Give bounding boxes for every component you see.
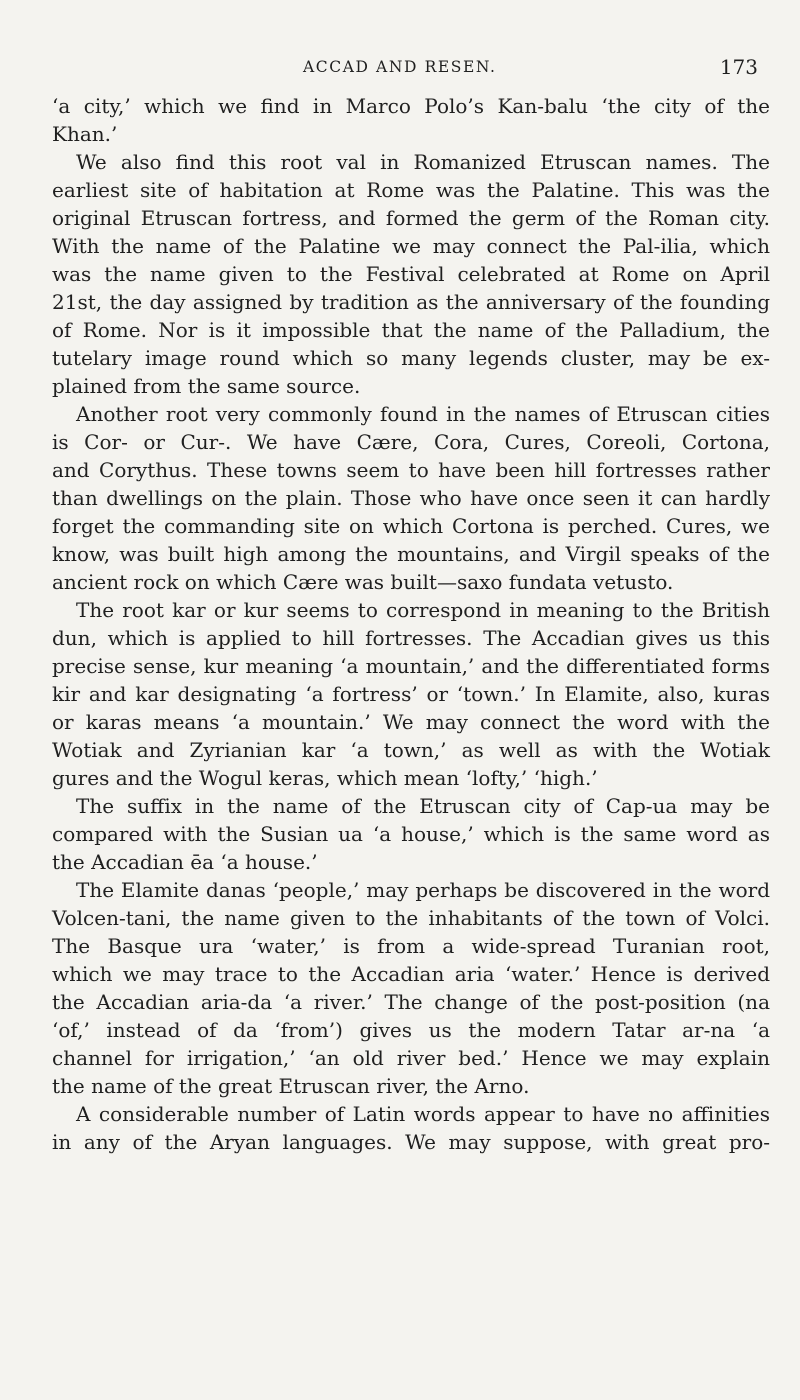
- text-line: earliest site of habitation at Rome was the Palatine. This was the: [52, 178, 770, 202]
- text-line: original Etruscan fortress, and formed the germ of the Roman city.: [52, 206, 770, 230]
- text-line: The root kar or kur seems to correspond in meaning to the British: [76, 598, 770, 622]
- text-line: gures and the Wogul keras, which mean ‘lofty,’ ‘high.’: [52, 766, 598, 790]
- text-line: which we may trace to the Accadian aria ‘water.’ Hence is derived: [52, 962, 770, 986]
- text-line: The Elamite danas ‘people,’ may perhaps be discovered in the word: [76, 878, 770, 902]
- text-line: the Accadian ēa ‘a house.’: [52, 850, 318, 874]
- text-line: the name of the great Etruscan river, the Arno.: [52, 1074, 530, 1098]
- text-line: ‘of,’ instead of da ‘from’) gives us the modern Tatar ar-na ‘a: [52, 1018, 770, 1042]
- text-line: We also find this root val in Romanized Etruscan names. The: [76, 150, 770, 174]
- text-line: forget the commanding site on which Cortona is perched. Cures, we: [52, 514, 770, 538]
- text-line: dun, which is applied to hill fortresses. The Accadian gives us this: [52, 626, 770, 650]
- text-line: was the name given to the Festival celebrated at Rome on April: [52, 262, 770, 286]
- text-line: is Cor- or Cur-. We have Cære, Cora, Cures, Coreoli, Cortona,: [52, 430, 770, 454]
- text-line: The Basque ura ‘water,’ is from a wide-spread Turanian root,: [52, 934, 770, 958]
- text-line: Volcen-tani, the name given to the inhabitants of the town of Volci.: [52, 906, 770, 930]
- text-line: 21st, the day assigned by tradition as the anniversary of the founding: [52, 290, 770, 314]
- text-line: A considerable number of Latin words appear to have no affinities: [76, 1102, 770, 1126]
- text-line: With the name of the Palatine we may connect the Pal-ilia, which: [52, 234, 770, 258]
- text-line: The suffix in the name of the Etruscan city of Cap-ua may be: [76, 794, 770, 818]
- text-line: know, was built high among the mountains, and Virgil speaks of the: [52, 542, 770, 566]
- text-line: Another root very commonly found in the names of Etruscan cities: [76, 402, 770, 426]
- text-line: ancient rock on which Cære was built—saxo fundata vetusto.: [52, 570, 674, 594]
- text-line: of Rome. Nor is it impossible that the name of the Palladium, the: [52, 318, 770, 342]
- text-line: or karas means ‘a mountain.’ We may connect the word with the: [52, 710, 770, 734]
- text-line: compared with the Susian ua ‘a house,’ which is the same word as: [52, 822, 770, 846]
- text-line: tutelary image round which so many legends cluster, may be ex-: [52, 346, 770, 370]
- text-line: in any of the Aryan languages. We may suppose, with great pro-: [52, 1130, 770, 1154]
- text-line: and Corythus. These towns seem to have been hill fortresses rather: [52, 458, 770, 482]
- body-text: [52, 92, 770, 1156]
- text-line: ‘a city,’ which we find in Marco Polo’s Kan-balu ‘the city of the: [52, 94, 770, 118]
- text-line: channel for irrigation,’ ‘an old river bed.’ Hence we may explain: [52, 1046, 770, 1070]
- text-line: plained from the same source.: [52, 374, 361, 398]
- running-header: [0, 55, 800, 85]
- text-line: the Accadian aria-da ‘a river.’ The change of the post-position (na: [52, 990, 770, 1014]
- text-line: kir and kar designating ‘a fortress’ or ‘town.’ In Elamite, also, kuras: [52, 682, 770, 706]
- running-title: ACCAD AND RESEN.: [303, 58, 497, 76]
- text-line: precise sense, kur meaning ‘a mountain,’ and the differentiated forms: [52, 654, 770, 678]
- text-line: Wotiak and Zyrianian kar ‘a town,’ as well as with the Wotiak: [52, 738, 770, 762]
- page-number: 173: [719, 55, 758, 79]
- text-line: than dwellings on the plain. Those who have once seen it can hardly: [52, 486, 770, 510]
- text-line: Khan.’: [52, 122, 118, 146]
